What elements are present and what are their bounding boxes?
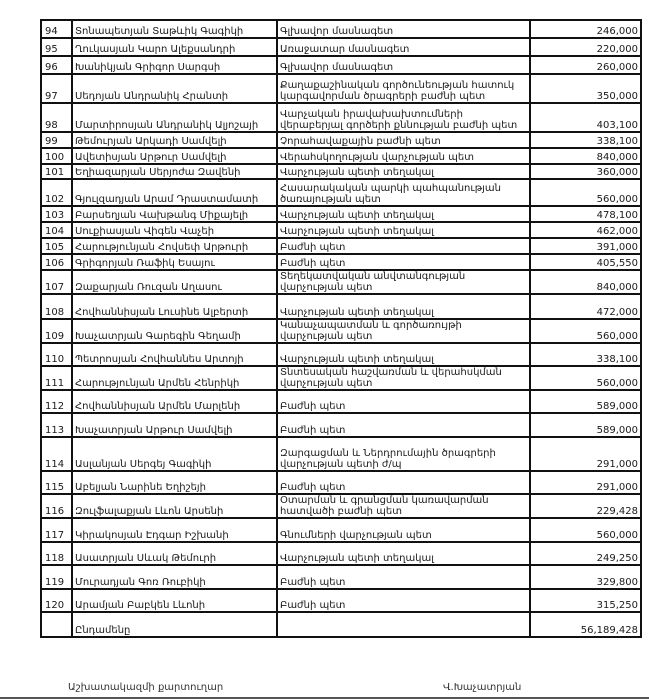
employee-name: Տոնապետյան Տաթևիկ Գագիկի <box>72 20 277 38</box>
row-number: 103 <box>41 206 72 222</box>
employee-name: Ասատրյան Սևակ Թեմուրի <box>72 542 277 565</box>
salary-amount: 338,100 <box>530 343 641 366</box>
salary-amount: 391,000 <box>530 238 641 254</box>
employee-position: Վերահսկողության վարչության պետ <box>277 148 530 164</box>
row-number: 101 <box>41 164 72 179</box>
row-number: 96 <box>41 56 72 74</box>
salary-amount: 329,800 <box>530 565 641 589</box>
salary-amount: 291,000 <box>530 471 641 494</box>
footer-signatory-title: Աշխատակազմի քարտուղար <box>68 682 224 693</box>
table-row <box>41 270 641 294</box>
employee-name: Թեմուրյան Արկադի Սամվելի <box>72 132 277 148</box>
table-row <box>41 542 641 565</box>
row-number: 102 <box>41 179 72 206</box>
salary-amount: 220,000 <box>530 38 641 56</box>
employee-name: Արամյան Բաբկեն Լևոնի <box>72 589 277 612</box>
salary-amount: 589,000 <box>530 413 641 437</box>
table-row <box>41 494 641 518</box>
salary-table-body <box>41 20 641 637</box>
salary-amount: 560,000 <box>530 518 641 542</box>
table-row <box>41 437 641 471</box>
salary-amount: 350,000 <box>530 74 641 103</box>
employee-name: Մարտիրոսյան Անդրանիկ Ալյոշայի <box>72 103 277 132</box>
employee-position: Բաժնի պետ <box>277 589 530 612</box>
salary-amount: 249,250 <box>530 542 641 565</box>
employee-name: Աբելյան Նարինե Եղիշեյի <box>72 471 277 494</box>
total-amount: 56,189,428 <box>530 612 641 637</box>
salary-amount: 589,000 <box>530 390 641 413</box>
salary-amount: 360,000 <box>530 164 641 179</box>
employee-name: Զուլֆալաքյան Լևոն Արսենի <box>72 494 277 518</box>
table-row <box>41 294 641 319</box>
table-row <box>41 319 641 343</box>
row-number: 107 <box>41 270 72 294</box>
employee-position: Բաժնի պետ <box>277 254 530 270</box>
table-row <box>41 103 641 132</box>
table-row <box>41 164 641 179</box>
employee-position: Գլխավոր մասնագետ <box>277 56 530 74</box>
employee-name: Մուրադյան Գոռ Ռուբիկի <box>72 565 277 589</box>
salary-amount: 462,000 <box>530 222 641 238</box>
employee-name: Սուքիասյան Վիգեն Վաչեի <box>72 222 277 238</box>
row-number: 116 <box>41 494 72 518</box>
employee-name: Հարությունյան Արմեն Հենրիկի <box>72 366 277 390</box>
employee-name: Խաչատրյան Գարեգին Գեղամի <box>72 319 277 343</box>
row-number: 95 <box>41 38 72 56</box>
table-row <box>41 343 641 366</box>
row-number: 120 <box>41 589 72 612</box>
employee-name: Գրիգորյան Ռաֆիկ Եսայու <box>72 254 277 270</box>
row-number: 119 <box>41 565 72 589</box>
employee-name: Ասլանյան Սերգեյ Գագիկի <box>72 437 277 471</box>
employee-name: Խաչատրյան Արթուր Սամվելի <box>72 413 277 437</box>
employee-name: Ղուկասյան Կարո Ալեքսանդրի <box>72 38 277 56</box>
salary-amount: 560,000 <box>530 179 641 206</box>
table-row <box>41 148 641 164</box>
footer-signatory-name: Վ.Խաչատրյան <box>443 682 522 693</box>
employee-position: Գլխավոր մասնագետ <box>277 20 530 38</box>
table-row <box>41 589 641 612</box>
employee-position: Վարչության պետի տեղակալ <box>277 294 530 319</box>
salary-amount: 560,000 <box>530 319 641 343</box>
employee-name: Հովհաննիսյան Լուսինե Ալբերտի <box>72 294 277 319</box>
total-row <box>41 612 641 637</box>
employee-position: Վարչության պետի տեղակալ <box>277 206 530 222</box>
table-row <box>41 518 641 542</box>
table-row <box>41 74 641 103</box>
employee-position: Քաղաքաշինական գործունեության հատուկ կարգավորման ծրագրերի բաժնի պետ <box>277 74 530 103</box>
employee-position: Բաժնի պետ <box>277 238 530 254</box>
employee-position: Վարչական իրավախախտումների վերաբերյալ գործերի քննության բաժնի պետ <box>277 103 530 132</box>
table-row <box>41 20 641 38</box>
row-number: 106 <box>41 254 72 270</box>
employee-position: Գնումների վարչության պետ <box>277 518 530 542</box>
salary-amount: 472,000 <box>530 294 641 319</box>
employee-name: Ավետիսյան Արթուր Սամվելի <box>72 148 277 164</box>
table-row <box>41 206 641 222</box>
salary-amount: 229,428 <box>530 494 641 518</box>
employee-position: Բաժնի պետ <box>277 565 530 589</box>
table-row <box>41 390 641 413</box>
employee-position: Առաջատար մասնագետ <box>277 38 530 56</box>
employee-position: Բաժնի պետ <box>277 390 530 413</box>
employee-position: Վարչության պետի տեղակալ <box>277 222 530 238</box>
table-row <box>41 56 641 74</box>
salary-amount: 338,100 <box>530 132 641 148</box>
row-number: 117 <box>41 518 72 542</box>
salary-amount: 840,000 <box>530 148 641 164</box>
employee-position: Չորահավաքային բաժնի պետ <box>277 132 530 148</box>
salary-amount: 246,000 <box>530 20 641 38</box>
table-row <box>41 565 641 589</box>
table-row <box>41 413 641 437</box>
row-number: 100 <box>41 148 72 164</box>
total-label: Ընդամենը <box>72 612 277 637</box>
table-row <box>41 471 641 494</box>
employee-position: Վարչության պետի տեղակալ <box>277 542 530 565</box>
salary-amount: 403,100 <box>530 103 641 132</box>
table-row <box>41 132 641 148</box>
employee-name: Կիրակոսյան Էդգար Իշխանի <box>72 518 277 542</box>
salary-amount: 291,000 <box>530 437 641 471</box>
employee-position: Զարգացման և Ներդրումային ծրագրերի վարչության պետի ժ/պ <box>277 437 530 471</box>
row-number: 98 <box>41 103 72 132</box>
salary-amount: 405,550 <box>530 254 641 270</box>
employee-position: Տնտեսական հաշվառման և վերահսկման վարչության պետ <box>277 366 530 390</box>
employee-name: Հովհաննիսյան Արմեն Մարլենի <box>72 390 277 413</box>
row-number: 112 <box>41 390 72 413</box>
row-number: 113 <box>41 413 72 437</box>
table-row <box>41 179 641 206</box>
row-number: 105 <box>41 238 72 254</box>
row-number: 115 <box>41 471 72 494</box>
salary-amount: 840,000 <box>530 270 641 294</box>
row-number: 114 <box>41 437 72 471</box>
row-number: 99 <box>41 132 72 148</box>
table-row <box>41 222 641 238</box>
employee-name: Սեդոյան Անդրանիկ Հրանտի <box>72 74 277 103</box>
row-number: 104 <box>41 222 72 238</box>
salary-amount: 560,000 <box>530 366 641 390</box>
employee-position: Վարչության պետի տեղակալ <box>277 164 530 179</box>
salary-table <box>40 19 642 638</box>
employee-name: Բարսեղյան Վախթանգ Միքայելի <box>72 206 277 222</box>
employee-name: Զաքարյան Ռուզան Աղասու <box>72 270 277 294</box>
employee-name: Գյուլզադյան Արամ Դրաստամատի <box>72 179 277 206</box>
salary-amount: 315,250 <box>530 589 641 612</box>
employee-name: Պետրոսյան Հովհաննես Արտոյի <box>72 343 277 366</box>
table-row <box>41 366 641 390</box>
table-row <box>41 38 641 56</box>
row-number: 110 <box>41 343 72 366</box>
employee-position: Բաժնի պետ <box>277 471 530 494</box>
employee-position: Կանաչապատման և գործառույթի վարչության պետ <box>277 319 530 343</box>
table-row <box>41 238 641 254</box>
total-number-cell <box>41 612 72 637</box>
row-number: 111 <box>41 366 72 390</box>
row-number: 97 <box>41 74 72 103</box>
row-number: 109 <box>41 319 72 343</box>
employee-position: Հասարակական պարկի պահպանության ծառայության պետ <box>277 179 530 206</box>
salary-amount: 478,100 <box>530 206 641 222</box>
employee-position: Վարչության պետի տեղակալ <box>277 343 530 366</box>
table-row <box>41 254 641 270</box>
total-empty-cell <box>277 612 530 637</box>
employee-position: Տեղեկատվական անվտանգության վարչության պետ <box>277 270 530 294</box>
row-number: 118 <box>41 542 72 565</box>
row-number: 94 <box>41 20 72 38</box>
salary-amount: 260,000 <box>530 56 641 74</box>
employee-name: Եղիազարյան Սերյոժա Զավենի <box>72 164 277 179</box>
employee-position: Օտարման և գրանցման կառավարման հատվածի բաժնի պետ <box>277 494 530 518</box>
row-number: 108 <box>41 294 72 319</box>
employee-position: Բաժնի պետ <box>277 413 530 437</box>
employee-name: Խանիկյան Գրիգոր Սարգսի <box>72 56 277 74</box>
employee-name: Հարությունյան Հովսեփ Արթուրի <box>72 238 277 254</box>
